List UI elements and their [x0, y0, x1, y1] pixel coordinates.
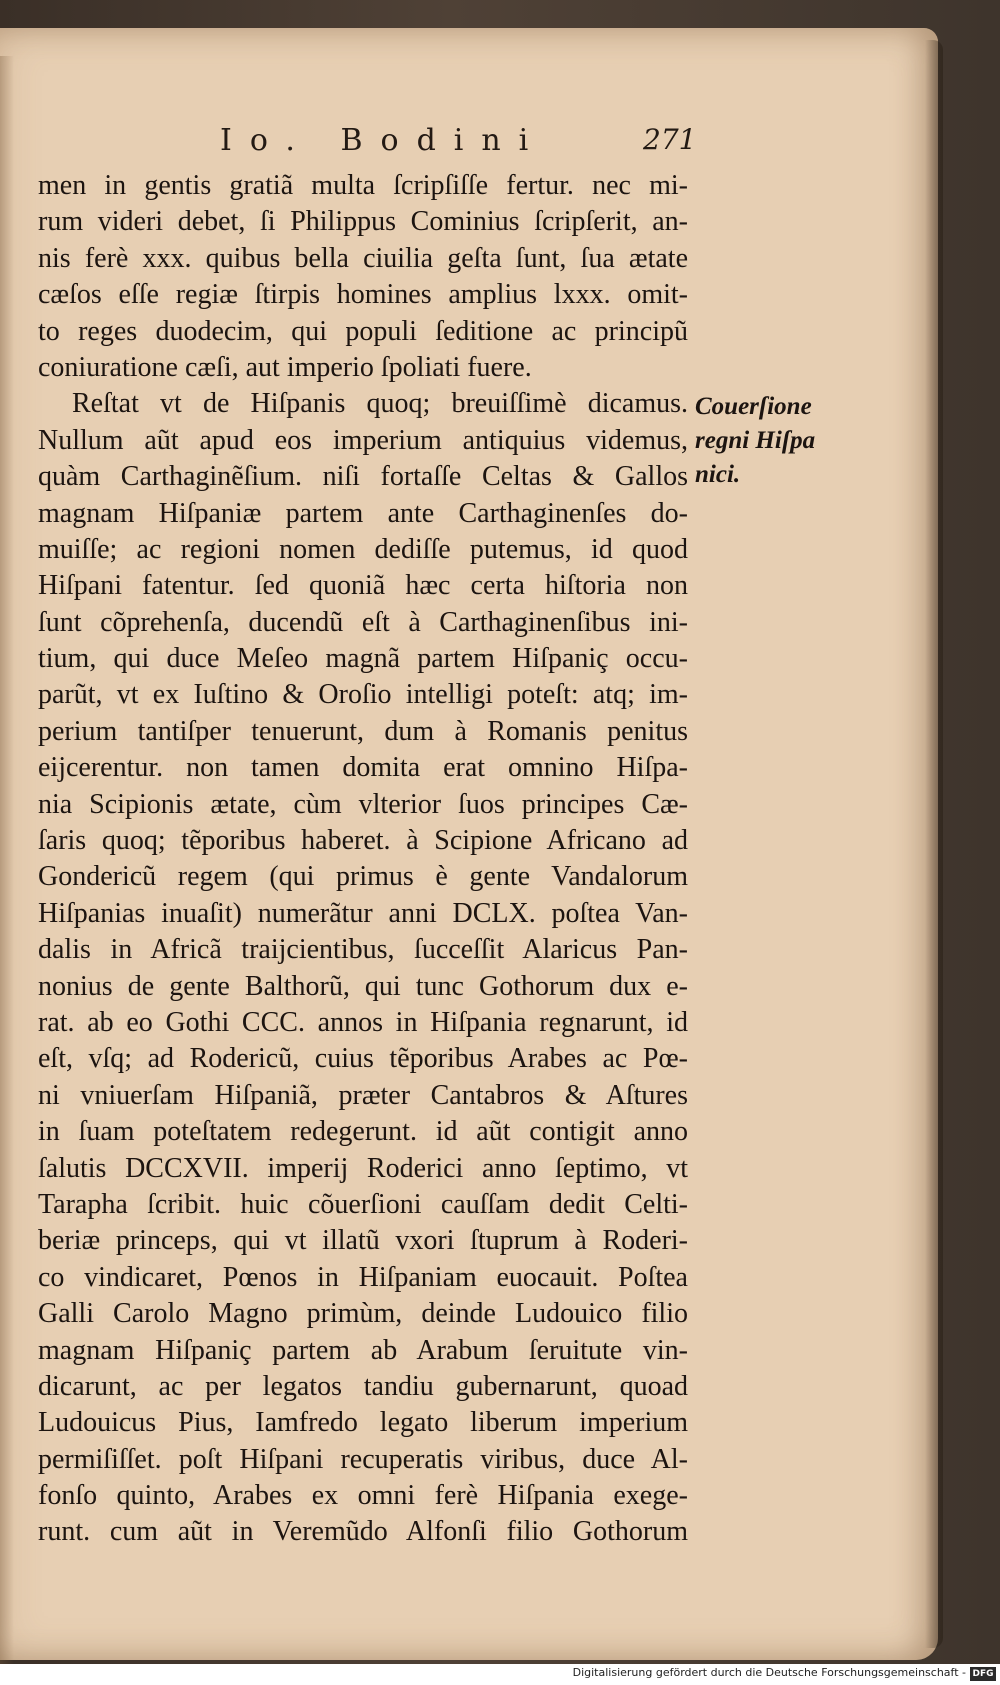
text-line: dicarunt, ac per legatos tandiu gubernarunt, quoad	[38, 1370, 688, 1402]
text-line: Hiſpanias inuaſit) numerãtur anni DCLX. poſtea Van-	[38, 897, 688, 929]
book-page	[0, 28, 938, 1660]
text-line: Nullum aũt apud eos imperium antiquius videmus,	[38, 424, 688, 456]
text-line: runt. cum aũt in Veremũdo Alfonſi filio Gothorum	[38, 1516, 688, 1548]
text-line: men in gentis gratiã multa ſcripſiſſe fertur. nec mi-	[38, 170, 688, 201]
running-head-title: Io. Bodini	[220, 123, 547, 158]
text-line: quàm Carthaginẽſium. niſi fortaſſe Celtas & Gallos	[38, 461, 688, 493]
running-head	[0, 123, 938, 173]
text-line: to reges duodecim, qui populi ſeditione ac principũ	[38, 315, 688, 347]
text-line: magnam Hiſpaniæ partem ante Carthaginenſes do-	[38, 497, 688, 529]
text-line: tium, qui duce Meſeo magnã partem Hiſpaniç occu-	[38, 643, 688, 675]
text-line: ſunt cõprehenſa, ducendũ eſt à Carthaginenſibus ini-	[38, 606, 688, 638]
text-line: nonius de gente Balthorũ, qui tunc Gothorum dux e-	[38, 970, 688, 1002]
dfg-logo: DFG	[970, 1667, 996, 1681]
text-line: cæſos eſſe regiæ ſtirpis homines amplius lxxx. omit-	[38, 279, 688, 311]
text-line: co vindicaret, Pœnos in Hiſpaniam euocauit. Poſtea	[38, 1261, 688, 1293]
marginal-note	[695, 390, 845, 492]
text-line: Gondericũ regem (qui primus è gente Vandalorum	[38, 861, 688, 893]
text-line: Galli Carolo Magno primùm, deinde Ludouico filio	[38, 1298, 688, 1330]
text-line: eijcerentur. non tamen domita erat omnino Hiſpa-	[38, 752, 688, 784]
page-left-edge	[0, 56, 14, 1685]
page-edge-shadow	[925, 40, 943, 1648]
page-number: 271	[643, 123, 697, 156]
marginal-note-line: regni Hiſpa	[695, 427, 816, 454]
text-line: fonſo quinto, Arabes ex omni ferè Hiſpania exege-	[38, 1480, 688, 1512]
text-line: permiſiſſet. poſt Hiſpani recuperatis viribus, duce Al-	[38, 1443, 688, 1475]
text-line: Tarapha ſcribit. huic cõuerſioni cauſſam dedit Celti-	[38, 1188, 688, 1220]
marginal-note-line: nici.	[695, 461, 741, 488]
marginal-note-line: Couerſione	[695, 393, 812, 420]
body-text	[38, 168, 688, 1551]
text-line: in ſuam poteſtatem redegerunt. id aũt contigit anno	[38, 1116, 688, 1148]
text-line: rat. ab eo Gothi CCC. annos in Hiſpania regnarunt, id	[38, 1006, 688, 1038]
text-line: Reſtat vt de Hiſpanis quoq; breuiſſimè dicamus.	[72, 388, 688, 420]
text-line: Hiſpani fatentur. ſed quoniã hæc certa hiſtoria non	[38, 570, 688, 602]
text-line: perium tantiſper tenuerunt, dum à Romanis penitus	[38, 715, 688, 747]
text-line: dalis in Africã traijcientibus, ſucceſſit Alaricus Pan-	[38, 934, 688, 966]
text-line: beriæ princeps, qui vt illatũ vxori ſtuprum à Roderi-	[38, 1225, 688, 1257]
text-line: magnam Hiſpaniç partem ab Arabum ſeruitute vin-	[38, 1334, 688, 1366]
footer-bar	[0, 1664, 1000, 1685]
text-line: ſalutis DCCXVII. imperij Roderici anno ſeptimo, vt	[38, 1152, 688, 1184]
text-line: parũt, vt ex Iuſtino & Oroſio intelligi poteſt: atq; im-	[38, 679, 688, 711]
text-line: Ludouicus Pius, Iamfredo legato liberum imperium	[38, 1407, 688, 1439]
text-line: ni vniuerſam Hiſpaniã, præter Cantabros & Aſtures	[38, 1079, 688, 1111]
text-line: ſaris quoq; tẽporibus haberet. à Scipione Africano ad	[38, 825, 688, 857]
text-line: nis ferè xxx. quibus bella ciuilia geſta ſunt, ſua ætate	[38, 242, 688, 274]
text-line: rum videri debet, ſi Philippus Cominius ſcripſerit, an-	[38, 206, 688, 238]
text-line: muiſſe; ac regioni nomen dediſſe putemus, id quod	[38, 533, 688, 565]
footer-credit: Digitalisierung gefördert durch die Deutsche Forschungsgemeinschaft -	[572, 1666, 966, 1679]
text-line: eſt, vſq; ad Rodericũ, cuius tẽporibus Arabes ac Pœ-	[38, 1043, 688, 1075]
text-line: coniuratione cæſi, aut imperio ſpoliati fuere.	[38, 351, 532, 383]
text-line: nia Scipionis ætate, cùm vlterior ſuos principes Cæ-	[38, 788, 688, 820]
